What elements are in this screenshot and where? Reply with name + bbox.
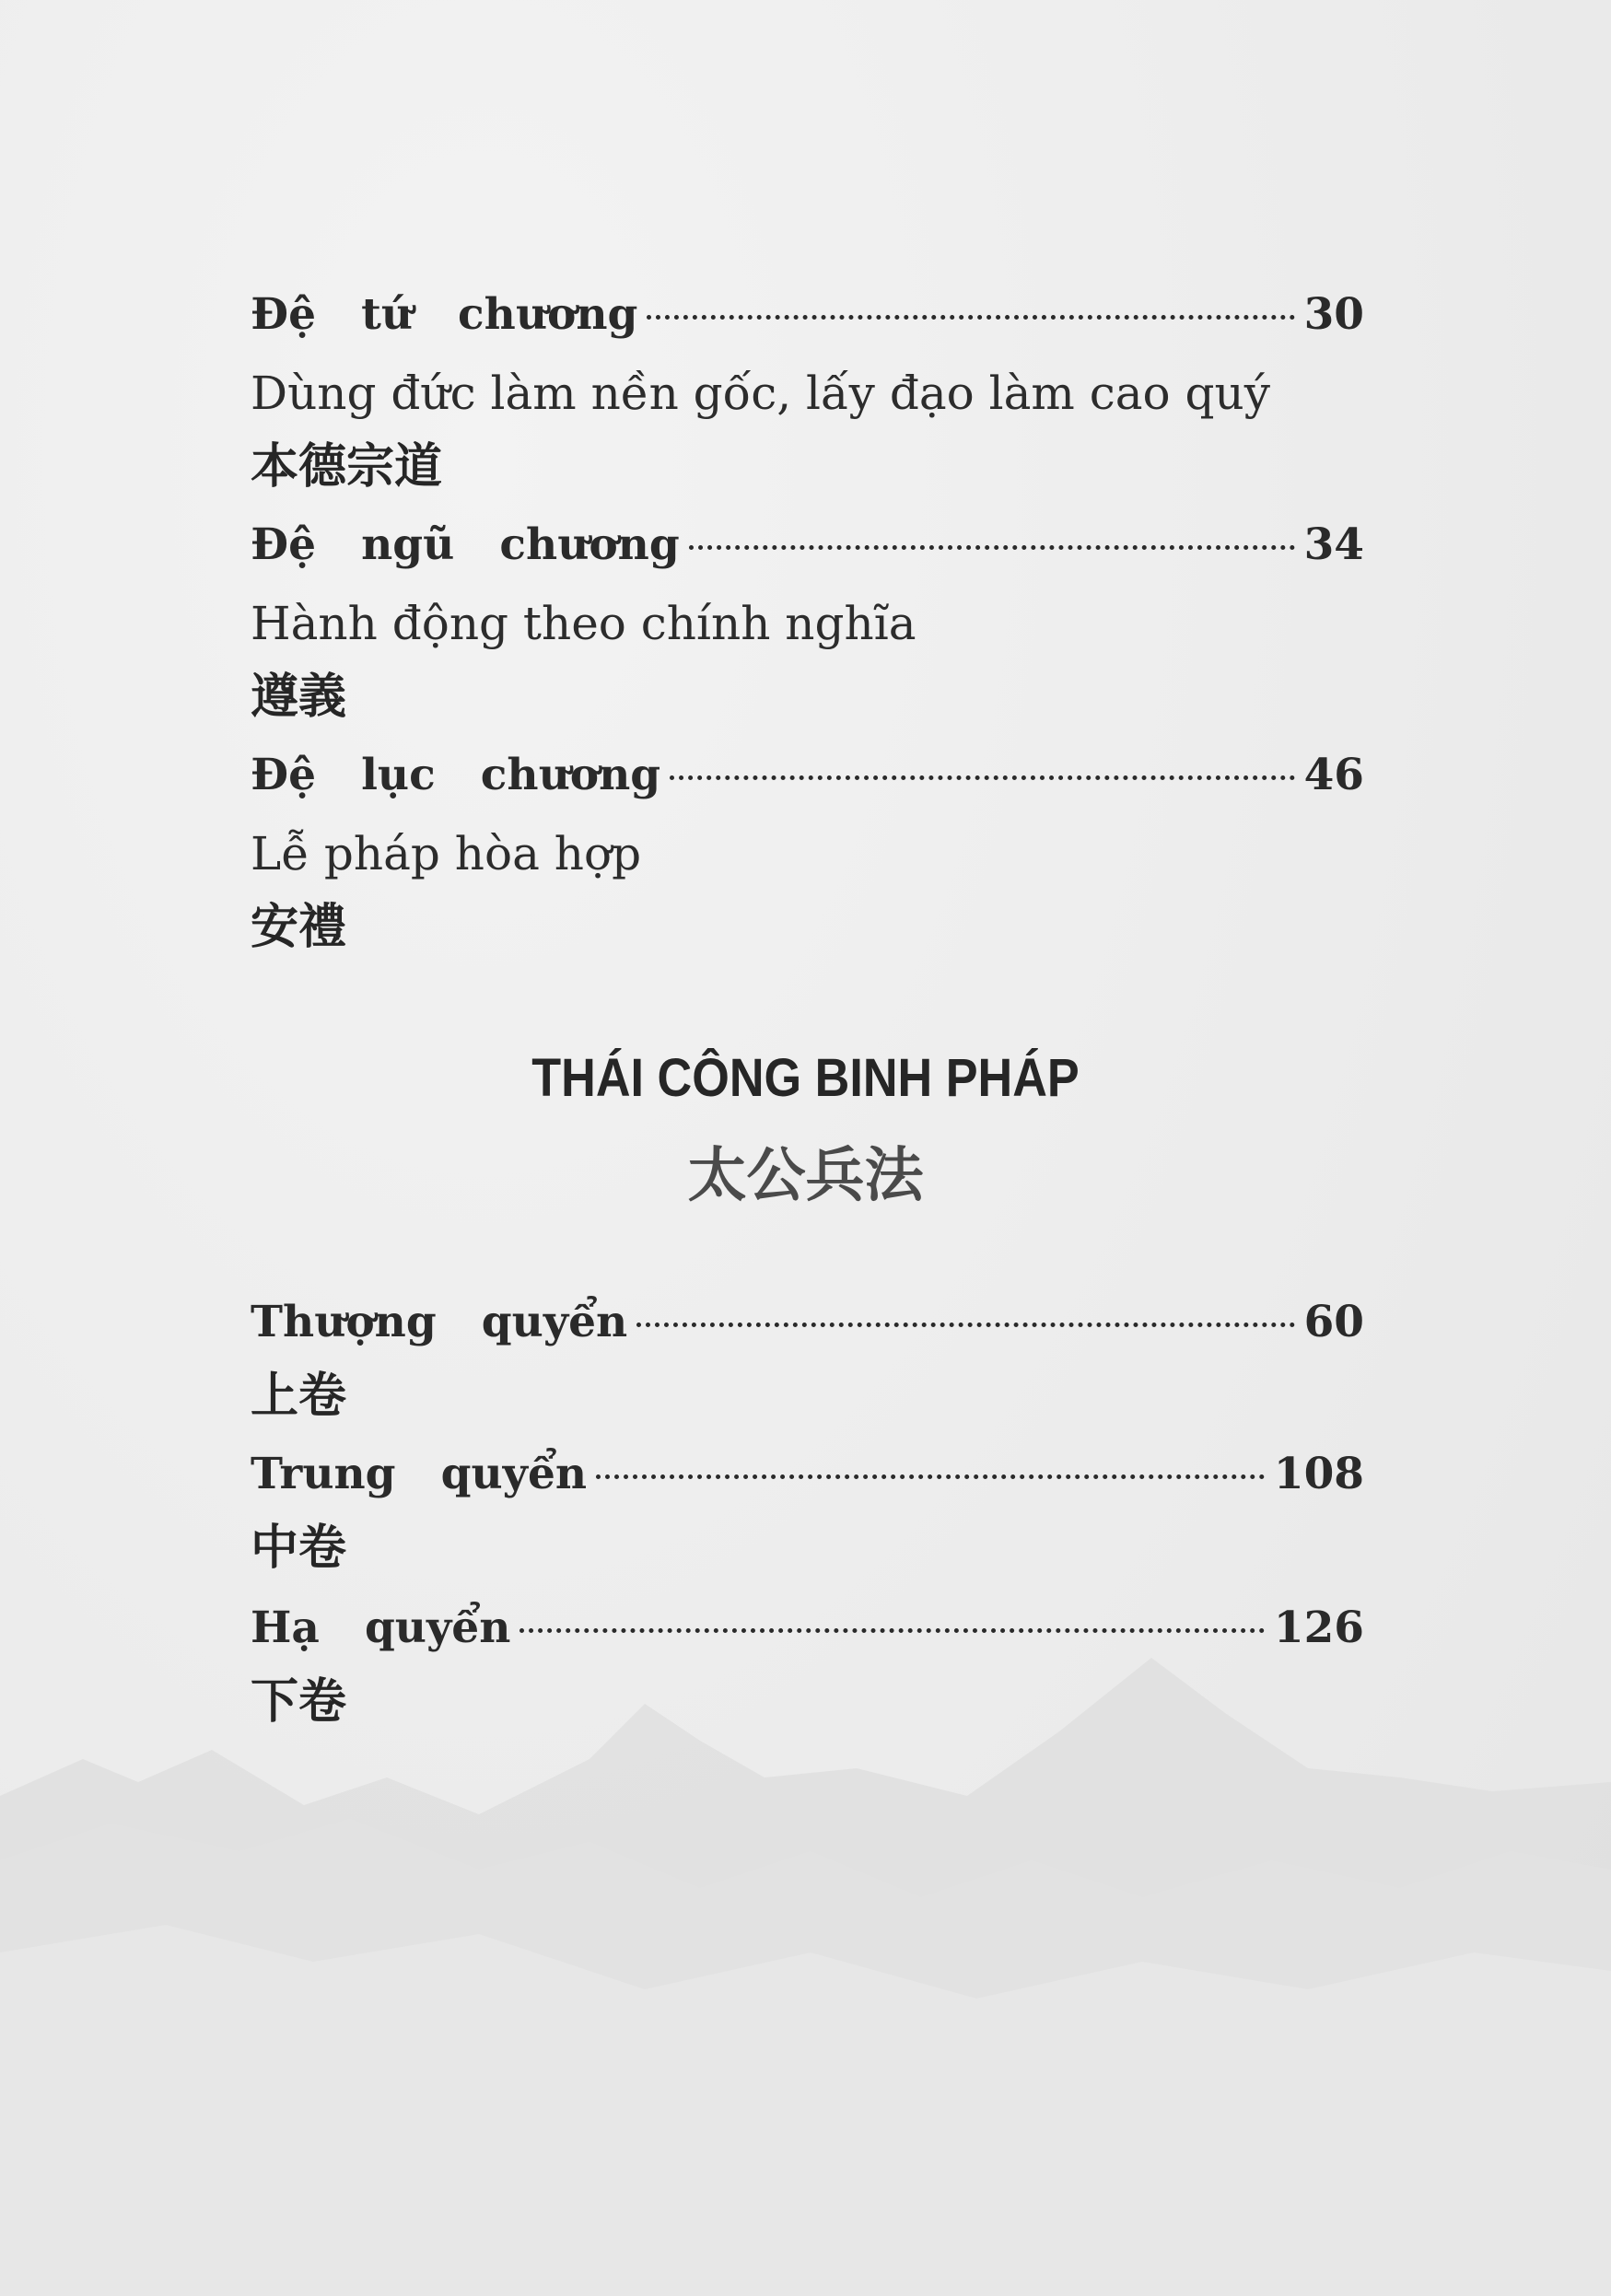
section-title: THÁI CÔNG BINH PHÁP xyxy=(531,1048,1080,1108)
toc-entry[interactable] xyxy=(251,283,1364,347)
toc-entry-hanzi: 中卷 xyxy=(251,1521,347,1576)
toc-entry-subtitle: Dùng đức làm nền gốc, lấy đạo làm cao quý xyxy=(251,367,1271,420)
toc-page-number: 108 xyxy=(1273,1449,1364,1499)
toc-entry-title: Trung quyển xyxy=(251,1449,588,1499)
toc-page-number: 30 xyxy=(1303,289,1364,340)
toc-entry-title: Hạ quyển xyxy=(251,1603,511,1653)
toc-page-number: 46 xyxy=(1303,750,1364,800)
toc-entry-hanzi: 安禮 xyxy=(251,900,347,955)
dot-leader xyxy=(519,1628,1265,1633)
toc-entry-title: Đệ lục chương xyxy=(251,750,661,800)
dot-leader xyxy=(636,1323,1294,1327)
toc-entry-subtitle: Lễ pháp hòa hợp xyxy=(251,827,642,880)
toc-page-number: 60 xyxy=(1303,1297,1364,1347)
dot-leader xyxy=(689,545,1295,550)
section-title-hanzi: 太公兵法 xyxy=(687,1142,924,1210)
toc-entry-hanzi: 上卷 xyxy=(251,1369,347,1424)
toc-entry-subtitle: Hành động theo chính nghĩa xyxy=(251,597,916,650)
toc-entry-title: Thượng quyển xyxy=(251,1297,628,1347)
toc-entry-title: Đệ ngũ chương xyxy=(251,519,680,570)
dot-leader xyxy=(670,775,1294,780)
toc-page-number: 126 xyxy=(1273,1603,1364,1653)
toc-entry-hanzi: 遵義 xyxy=(251,670,347,725)
toc-page-number: 34 xyxy=(1303,519,1364,570)
toc-entry-hanzi: 本德宗道 xyxy=(251,439,443,495)
toc-entry[interactable] xyxy=(251,513,1364,577)
toc-entry-title: Đệ tứ chương xyxy=(251,289,638,340)
dot-leader xyxy=(596,1474,1265,1479)
dot-leader xyxy=(647,315,1294,320)
toc-entry-hanzi: 下卷 xyxy=(251,1674,347,1730)
toc-entry[interactable] xyxy=(251,1290,1364,1355)
toc-entry[interactable] xyxy=(251,743,1364,808)
toc-entry[interactable] xyxy=(251,1596,1364,1661)
toc-entry[interactable] xyxy=(251,1442,1364,1507)
